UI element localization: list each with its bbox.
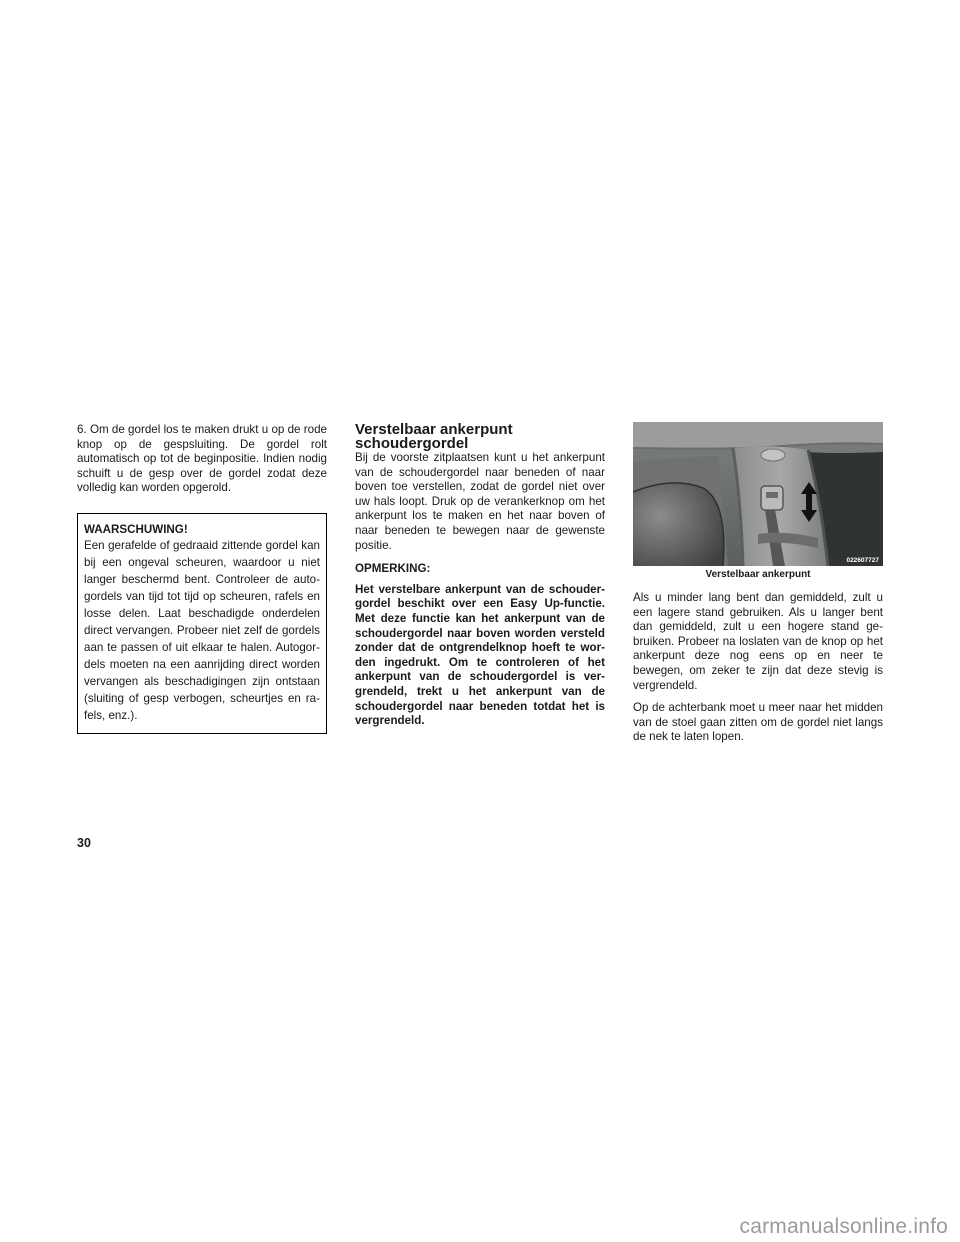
anchor-photo (633, 422, 883, 566)
warning-box (77, 513, 327, 734)
section-heading: Verstelbaar ankerpunt schoudergordel (355, 421, 513, 452)
step-6-text: 6. Om de gordel los te maken drukt u op de rode knop op de gespsluiting. De gordel rolt automatisch op tot de beginpositie. Indien nodig schuift u de gesp over de gordel zodat deze volledig kan worden opgerold. (77, 423, 327, 495)
section-body: Bij de voorste zitplaatsen kunt u het ankerpunt van de schoudergordel naar beneden of naar boven toe verstellen, zodat de gordel niet over uw hals loopt. Druk op de verankerknop om het ankerpunt los te maken en het naar boven of naar beneden te bewegen naar de gewenste positie. (355, 451, 605, 552)
note-title: OPMERKING: (355, 562, 431, 576)
watermark: carmanualsonline.info (739, 1215, 948, 1238)
note-text: Het verstelbare ankerpunt van de schoudergordel beschikt over een Easy Up-functie. Met deze functie kan het ankerpunt van de schoudergordel naar boven worden versteld zonder dat de ontgrendelknop hoeft te worden ingedrukt. Om te controleren of het ankerpunt van de schoudergordel is vergrendeld, trekt u het ankerpunt van de schoudergordel naar beneden totdat het is vergrendeld. (355, 582, 605, 728)
right-column (633, 421, 883, 745)
warning-text: Een gerafelde of gedraaid zittende gordel kan bij een ongeval scheuren, waardoor u niet langer beschermd bent. Controleer de autogordels van tijd tot tijd op scheuren, rafels en losse delen. Laat beschadigde onderdelen direct vervangen. Probeer niet zelf de gordels aan te passen of uit elkaar te halen. Autogordels moeten na een aanrijding direct worden vervangen als beschadigingen zijn ontstaan (sluiting of gesp verbogen, scheurtjes en rafels, enz.). (84, 538, 320, 722)
para-height-adjust: Als u minder lang bent dan gemiddeld, zult u een lagere stand gebruiken. Als u langer bent dan gemiddeld, zult u een hogere stand gebruiken. Probeer na loslaten van de knop op het ankerpunt deze nog eens op en neer te bewegen, om zeker te zijn dat deze stevig is vergrendeld. (633, 591, 883, 692)
image-code: 022607727 (846, 557, 879, 564)
page-number: 30 (77, 836, 91, 850)
warning-title: WAARSCHUWING! (84, 522, 188, 536)
image-caption: Verstelbaar ankerpunt (705, 569, 811, 580)
left-column (77, 421, 327, 734)
middle-column (355, 421, 605, 729)
para-rear-seat: Op de achterbank moet u meer naar het midden van de stoel gaan zitten om de gordel niet langs de nek te laten lopen. (633, 701, 883, 744)
